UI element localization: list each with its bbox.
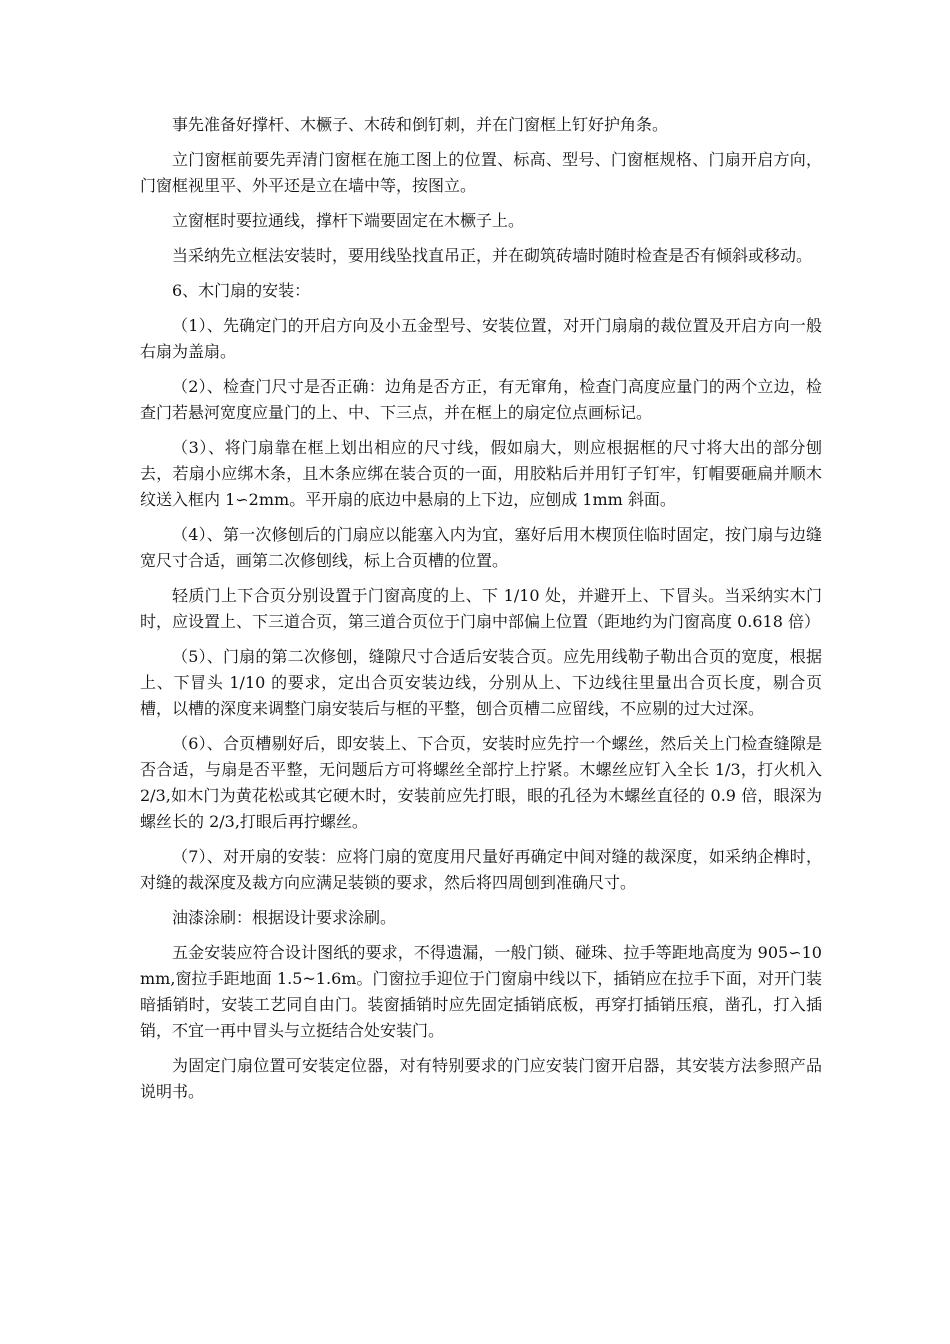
paragraph-step-7: （7）、对开扇的安装：应将门扇的宽度用尺量好再确定中间对缝的裁深度，如采纳企榫时，对缝的裁深度及裁方向应满足装锁的要求，然后将四周刨到准确尺寸。 — [140, 847, 822, 892]
paragraph-step-6: （6）、合页槽剔好后，即安装上、下合页，安装时应先拧一个螺丝，然后关上门检查缝隙是否合适，与扇是否平整，无问题后方可将螺丝全部拧上拧紧。木螺丝应钉入全长 1/3，打火机入 2/3,如木门为黄花松或其它硬木时，安装前应先打眼，眼的孔径为木螺丝直径的 0.9 倍，眼深为螺丝长的 2/3,打眼后再拧螺丝。 — [140, 734, 822, 831]
document-body — [140, 112, 822, 1114]
paragraph-painting: 油漆涂刷：根据设计要求涂刷。 — [172, 908, 397, 927]
paragraph-step-5: （5）、门扇的第二次修刨，缝隙尺寸合适后安装合页。应先用线勒子勒出合页的宽度，根据上、下冒头 1/10 的要求，定出合页安装边线，分别从上、下边线往里量出合页长度，剔合页槽，以槽的深度来调整门扇安装后与框的平整，刨合页槽二应留线，不应剔的过大过深。 — [140, 647, 822, 718]
paragraph-door-positioner: 为固定门扇位置可安装定位器，对有特别要求的门应安装门窗开启器，其安装方法参照产品说明书。 — [140, 1056, 822, 1101]
paragraph-hardware: 五金安装应符合设计图纸的要求，不得遗漏，一般门锁、碰珠、拉手等距地高度为 905∽10mm,窗拉手距地面 1.5~1.6m。门窗拉手迎位于门窗扇中线以下，插销应在拉手下面，对开门装暗插销时，安装工艺同自由门。装窗插销时应先固定插销底板，再穿打插销压痕，凿孔，打入插销，不宜一再中冒头与立挺结合处安装门。 — [140, 943, 822, 1040]
paragraph-frame-positioning: 立门窗框前要先弄清门窗框在施工图上的位置、标高、型号、门窗框规格、门扇开启方向，门窗框视里平、外平还是立在墙中等，按图立。 — [140, 150, 822, 195]
paragraph-step-2: （2）、检查门尺寸是否正确：边角是否方正，有无窜角，检查门高度应量门的两个立边，检查门若悬河宽度应量门的上、中、下三点，并在框上的扇定位点画标记。 — [140, 377, 822, 422]
paragraph-step-1: （1）、先确定门的开启方向及小五金型号、安装位置，对开门扇扇的裁位置及开启方向一般右扇为盖扇。 — [140, 316, 822, 361]
paragraph-window-frame-line: 立窗框时要拉通线，撑杆下端要固定在木橛子上。 — [172, 211, 525, 230]
paragraph-hinge-position: 轻质门上下合页分别设置于门窗高度的上、下 1/10 处，并避开上、下冒头。当采纳实木门时，应设置上、下三道合页，第三道合页位于门扇中部偏上位置（距地约为门窗高度 0.618 倍） — [140, 586, 822, 631]
paragraph-step-3: （3）、将门扇靠在框上划出相应的尺寸线，假如扇大，则应根据框的尺寸将大出的部分刨去，若扇小应绑木条，且木条应绑在装合页的一面，用胶粘后并用钉子钉牢，钉帽要砸扁并顺木纹送入框内 1∽2mm。平开扇的底边中悬扇的上下边，应刨成 1mm 斜面。 — [140, 438, 822, 509]
paragraph-step-4: （4）、第一次修刨后的门扇应以能塞入内为宜，塞好后用木楔顶住临时固定，按门扇与边缝宽尺寸合适，画第二次修刨线，标上合页槽的位置。 — [140, 525, 822, 570]
paragraph-prepare-materials: 事先准备好撑杆、木橛子、木砖和倒钉刺，并在门窗框上钉好护角条。 — [172, 115, 669, 134]
section-heading-door-leaf-install: 6、木门扇的安装： — [172, 281, 311, 300]
paragraph-plumb-check: 当采纳先立框法安装时，要用线坠找直吊正，并在砌筑砖墙时随时检查是否有倾斜或移动。 — [172, 246, 813, 265]
